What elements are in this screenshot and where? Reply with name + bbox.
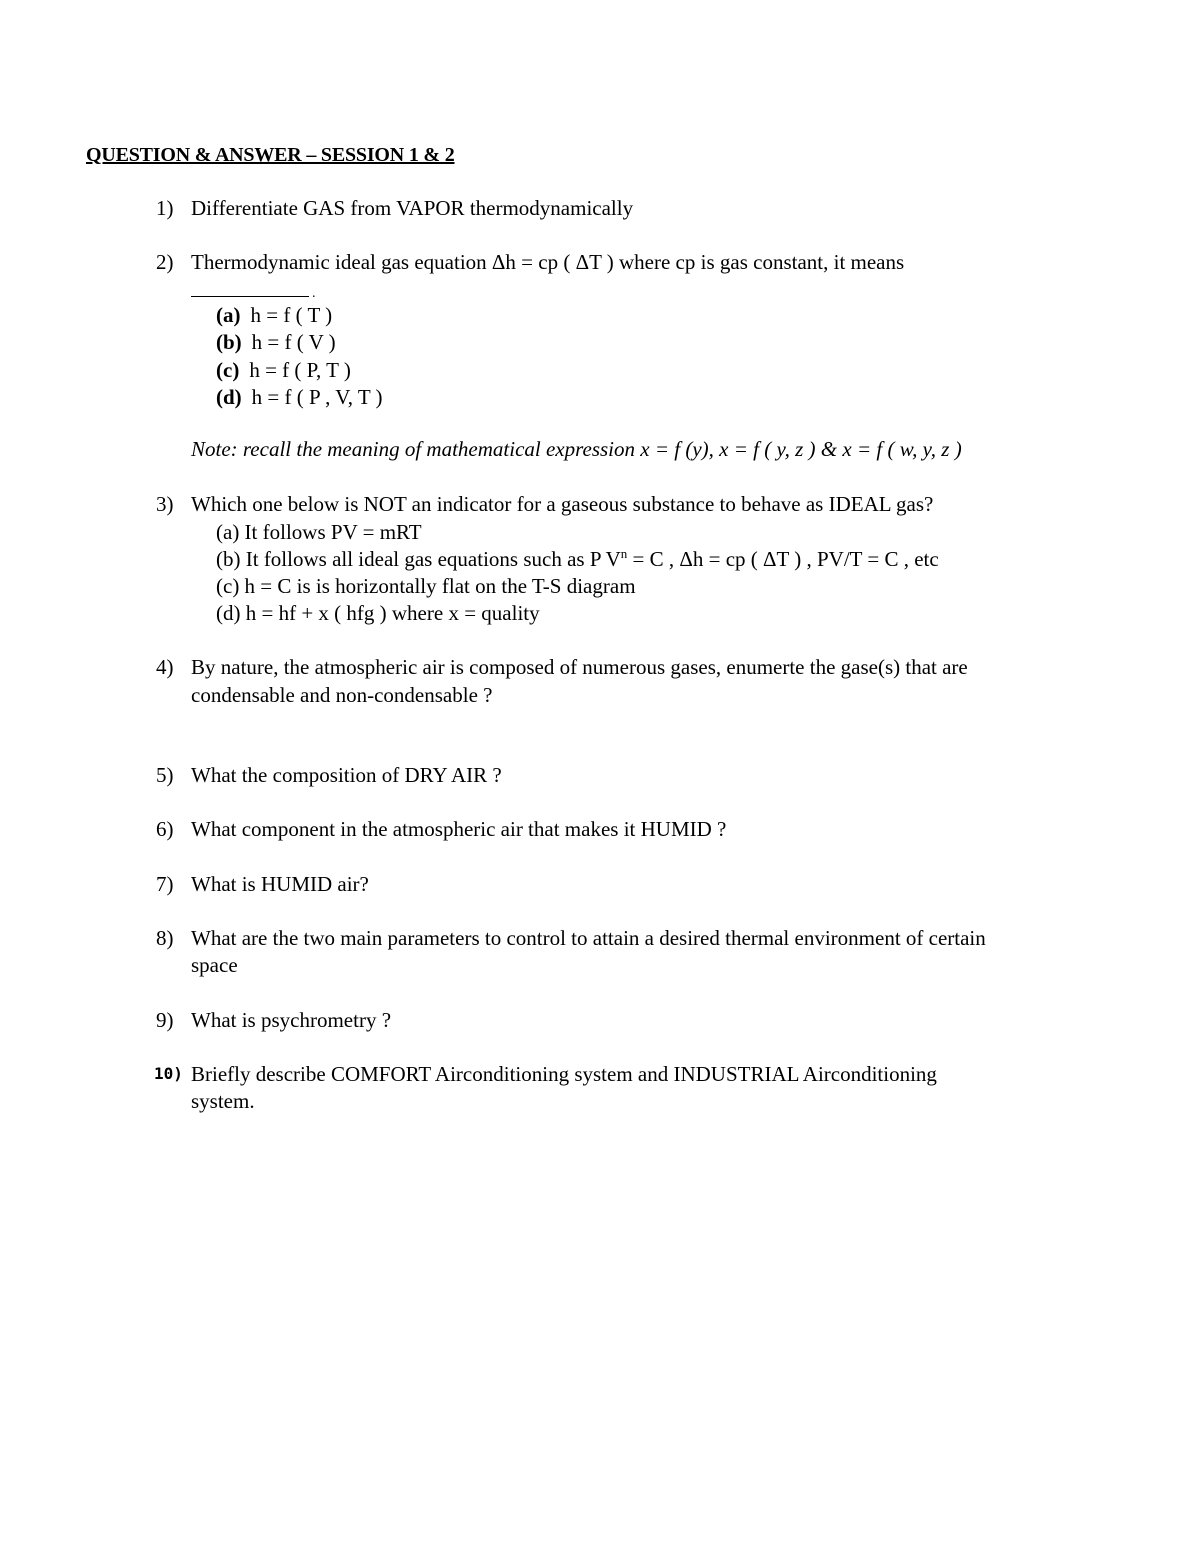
question-number: 4) bbox=[156, 655, 174, 679]
question-text: By nature, the atmospheric air is composed of numerous gases, enumerte the gase(s) that are bbox=[191, 655, 968, 679]
question-text: condensable and non-condensable ? bbox=[191, 683, 493, 707]
question-number: 10) bbox=[154, 1064, 183, 1083]
question-number: 1) bbox=[156, 196, 174, 220]
question-number: 8) bbox=[156, 926, 174, 950]
option-text: h = f ( V ) bbox=[251, 330, 336, 354]
question-number: 7) bbox=[156, 872, 174, 896]
option-text: (d) h = hf + x ( hfg ) where x = quality bbox=[216, 601, 540, 625]
blank-end: . bbox=[312, 286, 316, 301]
question-text: What is psychrometry ? bbox=[191, 1008, 392, 1032]
option-text: (b) It follows all ideal gas equations such as P $V^n = C$ , Δh = cp ( ΔT ) , PV/T = C , etc bbox=[216, 546, 939, 571]
option-label: (a) bbox=[216, 303, 241, 327]
question-text: What component in the atmospheric air that makes it HUMID ? bbox=[191, 817, 727, 841]
question-text: What the composition of DRY AIR ? bbox=[191, 763, 502, 787]
option-text: h = f ( P , V, T ) bbox=[251, 385, 383, 409]
question-number: 5) bbox=[156, 763, 174, 787]
option-label: (b) bbox=[216, 330, 242, 354]
question-text: Differentiate GAS from VAPOR thermodynamically bbox=[191, 196, 634, 220]
option-label: (d) bbox=[216, 385, 242, 409]
question-text: Thermodynamic ideal gas equation Δh = cp ( ΔT ) where cp is gas constant, it means bbox=[191, 250, 905, 274]
question-text: Which one below is NOT an indicator for a gaseous substance to behave as IDEAL gas? bbox=[191, 492, 934, 516]
note-text: Note: recall the meaning of mathematical expression x = f (y), x = f ( y, z ) & x = f ( w, y, z ) bbox=[191, 437, 962, 461]
question-text: Briefly describe COMFORT Airconditioning system and INDUSTRIAL Airconditioning bbox=[191, 1062, 937, 1086]
option-text: (a) It follows PV = mRT bbox=[216, 520, 422, 544]
question-text: What is HUMID air? bbox=[191, 872, 369, 896]
page-title: QUESTION & ANSWER – SESSION 1 & 2 bbox=[86, 144, 455, 166]
answer-blank bbox=[191, 296, 309, 297]
option-text: (c) h = C is is horizontally flat on the T-S diagram bbox=[216, 574, 636, 598]
question-number: 9) bbox=[156, 1008, 174, 1032]
option-text: h = f ( P, T ) bbox=[249, 358, 351, 382]
option-text: h = f ( T ) bbox=[250, 303, 333, 327]
question-number: 3) bbox=[156, 492, 174, 516]
question-text: space bbox=[191, 953, 238, 977]
question-number: 6) bbox=[156, 817, 174, 841]
question-text: What are the two main parameters to control to attain a desired thermal environment of certain bbox=[191, 926, 986, 950]
question-text: system. bbox=[191, 1089, 255, 1113]
question-number: 2) bbox=[156, 250, 174, 274]
option-label: (c) bbox=[216, 358, 240, 382]
